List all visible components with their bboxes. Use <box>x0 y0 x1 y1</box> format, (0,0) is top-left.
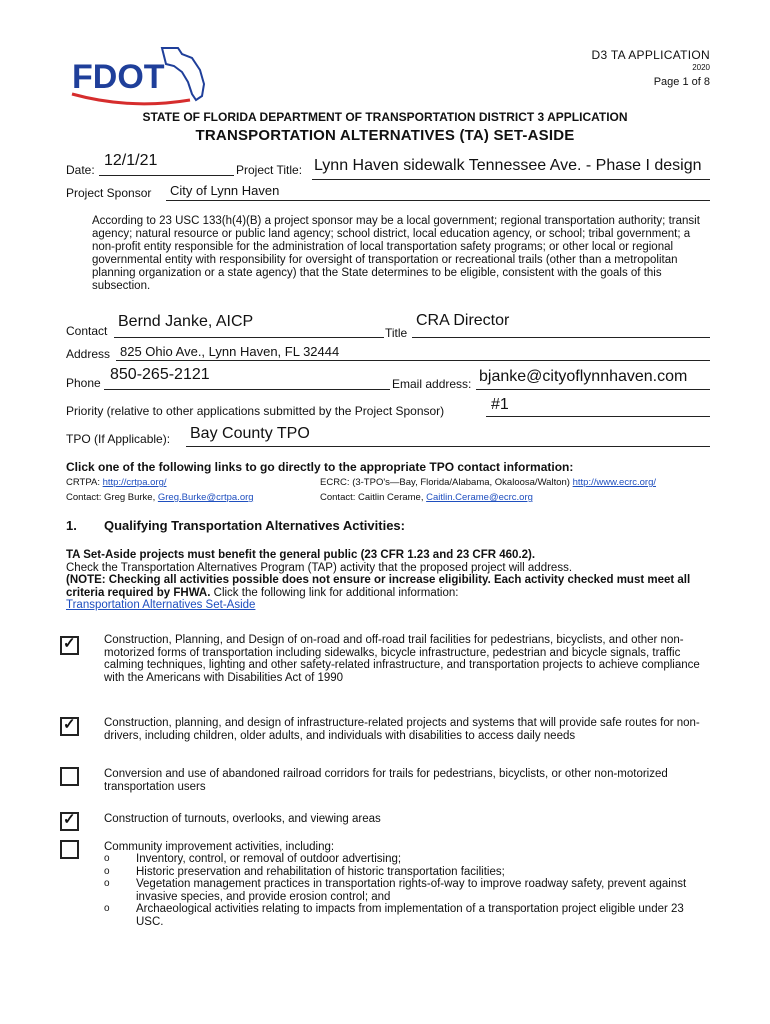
priority-label: Priority (relative to other applications submitted by the Project Sponsor) <box>66 404 445 418</box>
date-field[interactable]: 12/1/21 <box>104 152 158 169</box>
title-field[interactable]: CRA Director <box>416 312 510 329</box>
section-number: 1. <box>66 518 77 533</box>
crtpa-contact-line <box>66 492 254 503</box>
email-underline <box>476 388 710 390</box>
check-icon: ✓ <box>63 635 76 652</box>
activity-text-2: Construction, planning, and design of infrastructure-related projects and systems that will provide safe routes for non-drivers, including children, older adults, and individuals with disabilities to access daily needs <box>104 717 700 742</box>
address-underline <box>116 359 710 361</box>
community-subitem <box>104 903 704 928</box>
ecrc-contact-label: Contact: Caitlin Cerame, <box>320 492 427 503</box>
phone-underline <box>104 388 390 390</box>
ecrc-email-link[interactable]: Caitlin.Cerame@ecrc.org <box>426 492 533 503</box>
bullet-icon: o <box>104 878 110 889</box>
project-title-underline <box>312 178 710 180</box>
community-subitem <box>104 853 704 866</box>
crtpa-contact-label: Contact: Greg Burke, <box>66 492 158 503</box>
subitem-text: Historic preservation and rehabilitation of historic transportation facilities; <box>136 865 505 878</box>
contact-underline <box>114 336 384 338</box>
section-title: Qualifying Transportation Alternatives Activities: <box>104 518 405 533</box>
application-label: D3 TA APPLICATION <box>591 48 710 62</box>
ta-set-aside-link[interactable]: Transportation Alternatives Set-Aside <box>66 599 256 611</box>
tpo-field[interactable]: Bay County TPO <box>190 425 310 442</box>
crtpa-email-link[interactable]: Greg.Burke@crtpa.org <box>157 492 254 503</box>
date-underline <box>99 174 234 176</box>
ecrc-link[interactable]: http://www.ecrc.org/ <box>572 477 657 488</box>
date-label: Date: <box>66 163 95 177</box>
state-title: STATE OF FLORIDA DEPARTMENT OF TRANSPORTATION DISTRICT 3 APPLICATION <box>142 110 628 124</box>
page-number: Page 1 of 8 <box>653 76 710 88</box>
title-label: Title <box>385 326 408 340</box>
tpo-underline <box>186 445 710 447</box>
tpo-links-heading: Click one of the following links to go directly to the appropriate TPO contact information: <box>66 460 574 474</box>
tpo-label: TPO (If Applicable): <box>66 432 171 446</box>
subitem-text: Inventory, control, or removal of outdoor advertising; <box>136 853 402 865</box>
intro-bold-1: TA Set-Aside projects must benefit the general public (23 CFR 1.23 and 23 CFR 460.2). <box>66 549 536 561</box>
intro-plain-2: Click the following link for additional information: <box>210 586 459 599</box>
activity-checkbox-1[interactable] <box>60 636 79 655</box>
svg-text:FDOT: FDOT <box>72 58 165 96</box>
subitem-text: Archaeological activities relating to impacts from implementation of a transportation project eligible under 23 USC. <box>136 903 684 928</box>
contact-label: Contact <box>66 324 108 338</box>
community-subitem <box>104 878 704 903</box>
check-icon: ✓ <box>63 716 76 733</box>
phone-field[interactable]: 850-265-2121 <box>110 366 210 383</box>
activity-text-1: Construction, Planning, and Design of on-road and off-road trail facilities for pedestrians, bicyclists, and other non-motorized forms of transportation including sidewalks, bicycle infrastructure, pedestrian and bicycle signals, traffic calming techniques, lighting and other safety-related infrastructure, and transportation projects to achieve compliance with the Americans with Disabilities Act of 1990 <box>104 634 700 684</box>
priority-underline <box>486 415 710 417</box>
contact-field[interactable]: Bernd Janke, AICP <box>118 313 254 330</box>
bullet-icon: o <box>104 903 110 914</box>
sponsor-label: Project Sponsor <box>66 186 152 200</box>
activity-checkbox-5[interactable] <box>60 840 79 859</box>
activity-text-4: Construction of turnouts, overlooks, and viewing areas <box>104 813 381 825</box>
ecrc-contact-line <box>320 492 533 503</box>
activity-checkbox-3[interactable] <box>60 767 79 786</box>
form-title: TRANSPORTATION ALTERNATIVES (TA) SET-ASIDE <box>195 127 575 144</box>
activity-checkbox-2[interactable] <box>60 717 79 736</box>
intro-plain-1: Check the Transportation Alternatives Program (TAP) activity that the proposed project will address. <box>66 561 573 574</box>
priority-field[interactable]: #1 <box>491 396 509 413</box>
section-intro <box>66 549 706 612</box>
ecrc-label: ECRC: (3-TPO's—Bay, Florida/Alabama, Okaloosa/Walton) <box>320 477 573 488</box>
title-underline <box>412 336 710 338</box>
crtpa-line <box>66 477 167 488</box>
address-label: Address <box>66 347 111 361</box>
eligibility-paragraph: According to 23 USC 133(h(4)(B) a project sponsor may be a local government; regional transportation authority; transit agency; natural resource or public land agency; school district, local education agency, or school; tribal government; a non-profit entity responsible for the administration of local transportation safety programs; or other local or regional governmental entity with responsibility for oversight of transportation or recreational trails (other than a metropolitan planning organization or a state agency) that the State determines to be eligible, consistent with the goals of this subsection. <box>92 215 700 292</box>
intro-bold-2: (NOTE: Checking all activities possible does not ensure or increase eligibility. Each activity checked must meet all criteria required by FHWA. <box>66 574 691 599</box>
sponsor-underline <box>166 199 710 201</box>
community-subitem-list <box>104 853 704 928</box>
project-title-label: Project Title: <box>236 163 303 177</box>
bullet-icon: o <box>104 865 110 877</box>
address-field[interactable]: 825 Ohio Ave., Lynn Haven, FL 32444 <box>120 344 340 359</box>
ecrc-line <box>320 477 656 488</box>
activity-checkbox-4[interactable] <box>60 812 79 831</box>
phone-label: Phone <box>66 376 101 390</box>
crtpa-link[interactable]: http://crtpa.org/ <box>102 477 167 488</box>
email-label: Email address: <box>392 377 472 391</box>
activity-text-3: Conversion and use of abandoned railroad corridors for trails for pedestrians, bicyclists, or other non-motorized transportation users <box>104 768 668 793</box>
project-title-field[interactable]: Lynn Haven sidewalk Tennessee Ave. - Phase I design <box>314 157 702 174</box>
bullet-icon: o <box>104 853 110 864</box>
fdot-logo <box>70 44 210 110</box>
subitem-text: Vegetation management practices in transportation rights-of-way to improve roadway safety, prevent against invasive species, and provide erosion control; and <box>136 878 687 903</box>
sponsor-field[interactable]: City of Lynn Haven <box>170 183 280 198</box>
email-field[interactable]: bjanke@cityoflynnhaven.com <box>479 368 688 385</box>
crtpa-label: CRTPA: <box>66 477 103 488</box>
check-icon: ✓ <box>63 811 76 828</box>
community-subitem <box>104 866 704 879</box>
activity-text-5: Community improvement activities, including: <box>104 841 335 853</box>
application-year: 2020 <box>692 63 710 72</box>
